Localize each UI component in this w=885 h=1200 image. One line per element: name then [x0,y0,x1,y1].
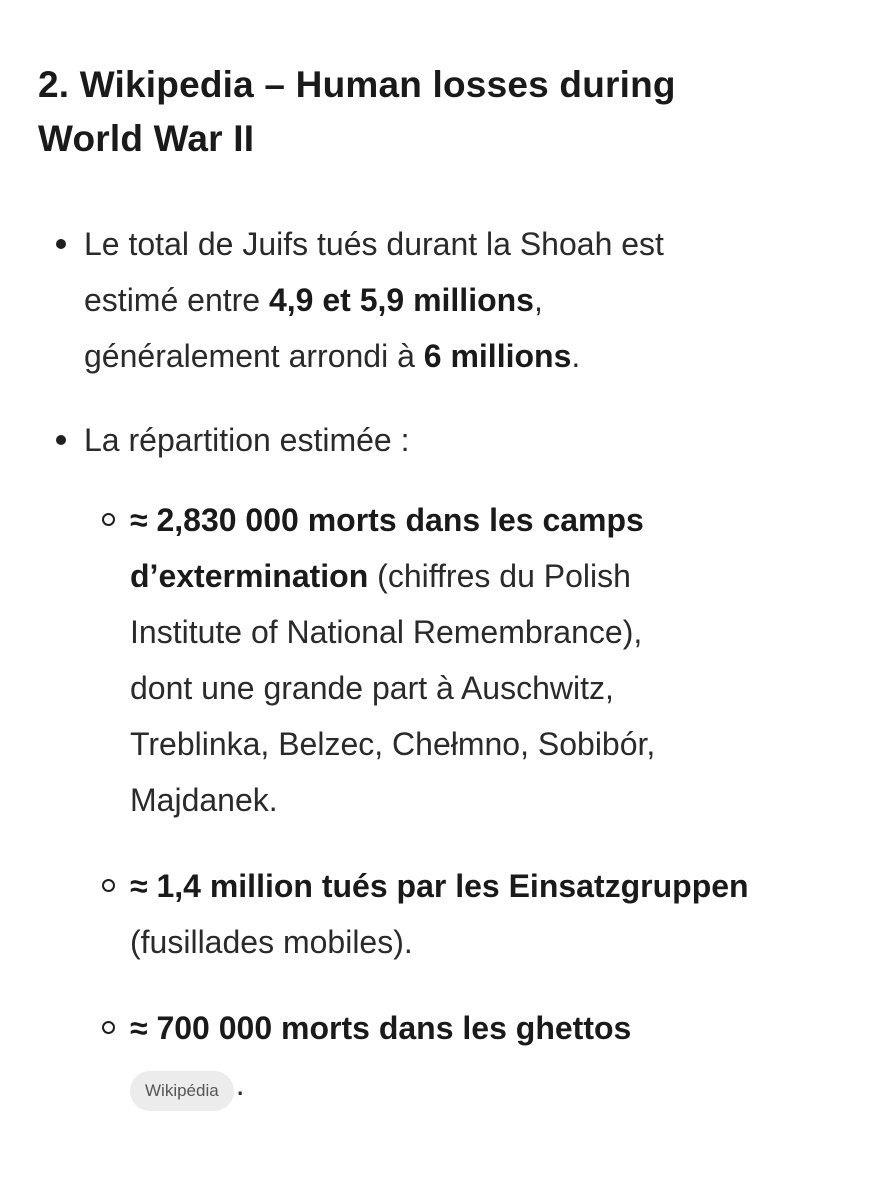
breakdown-sublist [84,492,855,1112]
camps-line-5: Treblinka, Belzec, Chełmno, Sobibór, [130,726,656,762]
bullet-ring [102,513,115,526]
list-item-breakdown [38,412,855,1112]
total-rounded: 6 millions [423,338,572,374]
list-item-total [38,216,855,384]
main-list [38,216,855,1112]
camps-line-3: Institute of National Remembrance), [130,614,643,650]
sublist-item-camps: ≈ 2,830 000 morts dans les camps d’extermination (chiffres du Polish Institute of National Remembrance), dont une grande part à Auschwitz, Treblinka, Belzec, Chełmno, Sobibór, Majdanek. [84,492,855,828]
heading-line-1: 2. Wikipedia – Human losses during [38,64,676,105]
camps-figure-cont: d’extermination [130,558,369,594]
ghettos-figure: ≈ 700 000 morts dans les ghettos [130,1010,632,1046]
sublist-item-ghettos: ≈ 700 000 morts dans les ghettos Wikipédia . [84,1000,855,1112]
total-line-3: généralement arrondi à 6 millions. [84,338,581,374]
total-range: 4,9 et 5,9 millions [268,282,534,318]
total-line-1: Le total de Juifs tués durant la Shoah est [84,226,664,262]
breakdown-label: La répartition estimée : [84,422,410,458]
bullet-dot [56,239,66,249]
sublist-item-einsatzgruppen [84,858,855,970]
source-chip-wikipedia[interactable]: Wikipédia [130,1071,234,1111]
camps-figure: ≈ 2,830 000 morts dans les camps [130,502,644,538]
total-line-2: estimé entre 4,9 et 5,9 millions, [84,282,543,318]
bullet-ring [102,879,115,892]
heading-line-2: World War II [38,118,255,159]
camps-line-4: dont une grande part à Auschwitz, [130,670,614,706]
camps-line-6: Majdanek. [130,782,278,818]
einsatzgruppen-line-2: (fusillades mobiles). [130,924,413,960]
bullet-ring [102,1021,115,1034]
section-heading [38,58,855,166]
bullet-dot [56,435,66,445]
einsatzgruppen-figure: ≈ 1,4 million tués par les Einsatzgruppen [130,868,749,904]
